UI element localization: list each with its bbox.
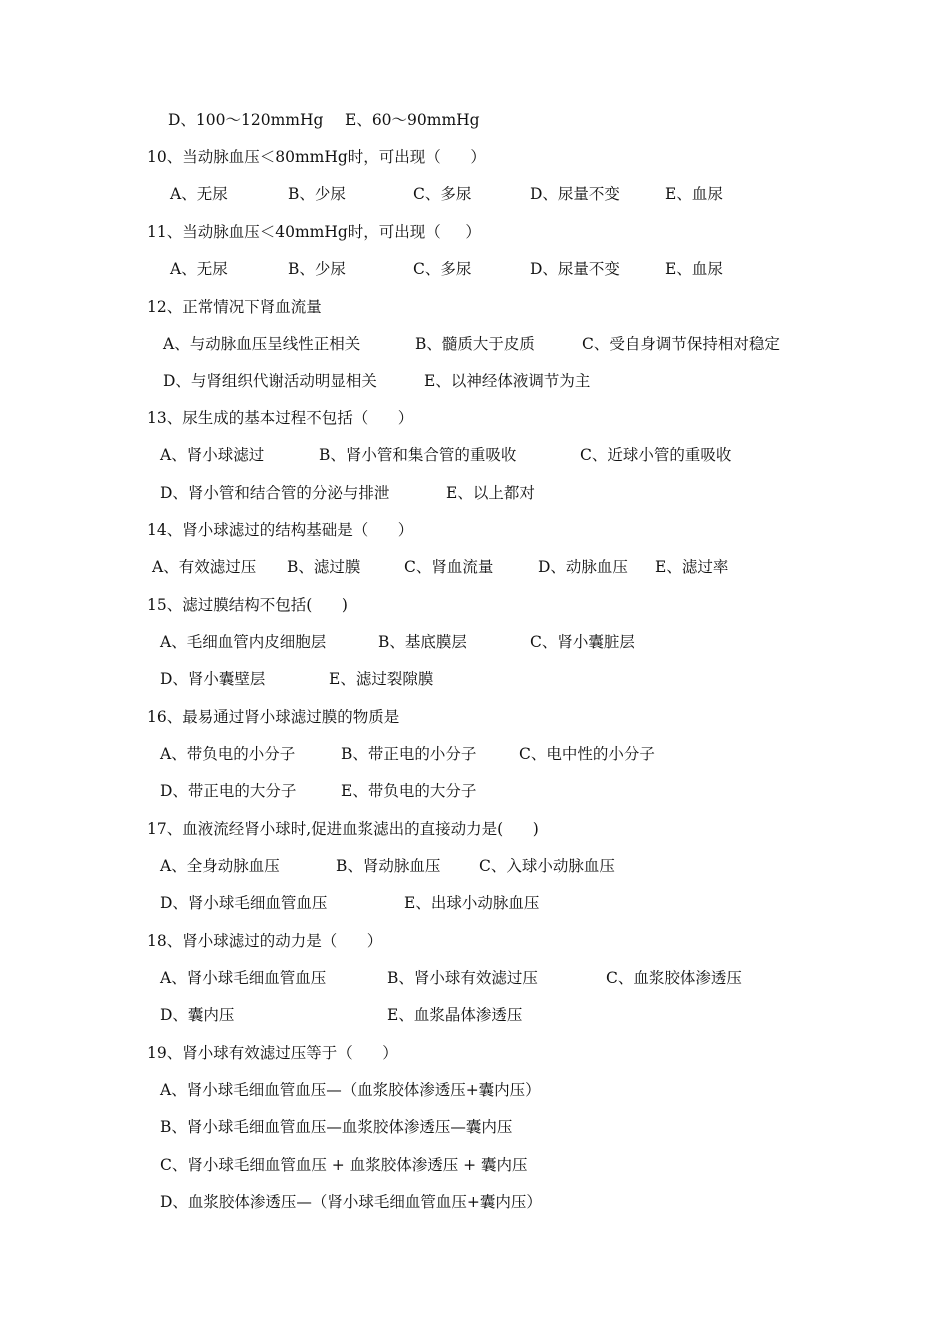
option-d: D、囊内压 bbox=[160, 1006, 235, 1024]
option-b: B、带正电的小分子 bbox=[341, 745, 477, 763]
option-a: A、肾小球滤过 bbox=[160, 446, 265, 464]
option-b: B、肾动脉血压 bbox=[336, 857, 441, 875]
question-14: 14、肾小球滤过的结构基础是（ ） bbox=[147, 521, 414, 539]
option-e: E、滤过率 bbox=[655, 558, 729, 576]
option-c: C、肾小球毛细血管血压 + 血浆胶体渗透压 + 囊内压 bbox=[160, 1156, 528, 1174]
option-e: E、60～90mmHg bbox=[345, 111, 480, 129]
option-c: C、受自身调节保持相对稳定 bbox=[582, 335, 780, 353]
option-e: E、以上都对 bbox=[446, 484, 535, 502]
option-a: A、肾小球毛细血管血压—（血浆胶体渗透压+囊内压） bbox=[160, 1081, 541, 1099]
option-c: C、电中性的小分子 bbox=[519, 745, 655, 763]
option-c: C、近球小管的重吸收 bbox=[580, 446, 732, 464]
options-line bbox=[0, 891, 540, 915]
question-10: 10、当动脉血压＜80mmHg时，可出现（ ） bbox=[147, 148, 486, 166]
question-16: 16、最易通过肾小球滤过膜的物质是 bbox=[147, 708, 400, 726]
options-line bbox=[0, 369, 591, 393]
option-d: D、肾小管和结合管的分泌与排泄 bbox=[160, 484, 390, 502]
option-d: D、尿量不变 bbox=[530, 260, 620, 278]
option-d: D、肾小囊壁层 bbox=[160, 670, 266, 688]
option-e: E、血浆晶体渗透压 bbox=[387, 1006, 523, 1024]
option-a: A、有效滤过压 bbox=[152, 558, 257, 576]
option-a: A、无尿 bbox=[170, 260, 228, 278]
option-a: A、带负电的小分子 bbox=[160, 745, 296, 763]
question-19: 19、肾小球有效滤过压等于（ ） bbox=[147, 1044, 398, 1062]
question-15: 15、滤过膜结构不包括( ) bbox=[147, 596, 348, 614]
option-e: E、血尿 bbox=[665, 260, 723, 278]
options-line bbox=[0, 779, 477, 803]
option-a: A、与动脉血压呈线性正相关 bbox=[163, 335, 361, 353]
option-c: C、血浆胶体渗透压 bbox=[606, 969, 742, 987]
options-line bbox=[0, 630, 635, 654]
options-line bbox=[0, 742, 655, 766]
options-line bbox=[0, 1003, 523, 1027]
option-c: C、肾小囊脏层 bbox=[530, 633, 635, 651]
option-b: B、少尿 bbox=[288, 185, 346, 203]
question-13: 13、尿生成的基本过程不包括（ ） bbox=[147, 409, 414, 427]
options-line bbox=[0, 108, 480, 132]
option-c: C、入球小动脉血压 bbox=[479, 857, 615, 875]
option-b: B、基底膜层 bbox=[378, 633, 467, 651]
option-d: D、尿量不变 bbox=[530, 185, 620, 203]
option-b: B、滤过膜 bbox=[287, 558, 361, 576]
option-b: B、肾小球有效滤过压 bbox=[387, 969, 538, 987]
options-line bbox=[0, 182, 723, 206]
options-line bbox=[0, 257, 723, 281]
option-a: A、无尿 bbox=[170, 185, 228, 203]
option-e: E、滤过裂隙膜 bbox=[329, 670, 434, 688]
option-a: A、全身动脉血压 bbox=[160, 857, 280, 875]
option-e: E、出球小动脉血压 bbox=[404, 894, 540, 912]
option-e: E、血尿 bbox=[665, 185, 723, 203]
option-a: A、肾小球毛细血管血压 bbox=[160, 969, 327, 987]
option-b: B、肾小管和集合管的重吸收 bbox=[319, 446, 517, 464]
option-d: D、血浆胶体渗透压—（肾小球毛细血管血压+囊内压） bbox=[160, 1193, 542, 1211]
option-d: D、100～120mmHg bbox=[168, 111, 324, 129]
options-line bbox=[0, 481, 535, 505]
option-d: D、肾小球毛细血管血压 bbox=[160, 894, 328, 912]
options-line bbox=[0, 555, 729, 579]
options-line bbox=[0, 443, 732, 467]
option-b: B、少尿 bbox=[288, 260, 346, 278]
option-b: B、肾小球毛细血管血压—血浆胶体渗透压—囊内压 bbox=[160, 1118, 513, 1136]
question-18: 18、肾小球滤过的动力是（ ） bbox=[147, 932, 383, 950]
option-d: D、与肾组织代谢活动明显相关 bbox=[163, 372, 377, 390]
options-line bbox=[0, 667, 434, 691]
question-11: 11、当动脉血压＜40mmHg时，可出现（ ） bbox=[147, 223, 481, 241]
question-17: 17、血液流经肾小球时,促进血浆滤出的直接动力是( ) bbox=[147, 820, 539, 838]
option-d: D、带正电的大分子 bbox=[160, 782, 297, 800]
option-c: C、肾血流量 bbox=[404, 558, 494, 576]
options-line bbox=[0, 966, 742, 990]
option-b: B、髓质大于皮质 bbox=[415, 335, 535, 353]
option-a: A、毛细血管内皮细胞层 bbox=[160, 633, 327, 651]
option-c: C、多尿 bbox=[413, 260, 472, 278]
option-c: C、多尿 bbox=[413, 185, 472, 203]
option-e: E、带负电的大分子 bbox=[341, 782, 477, 800]
question-12: 12、正常情况下肾血流量 bbox=[147, 298, 322, 316]
option-d: D、动脉血压 bbox=[538, 558, 628, 576]
option-e: E、以神经体液调节为主 bbox=[424, 372, 591, 390]
options-line bbox=[0, 854, 615, 878]
options-line bbox=[0, 332, 780, 356]
